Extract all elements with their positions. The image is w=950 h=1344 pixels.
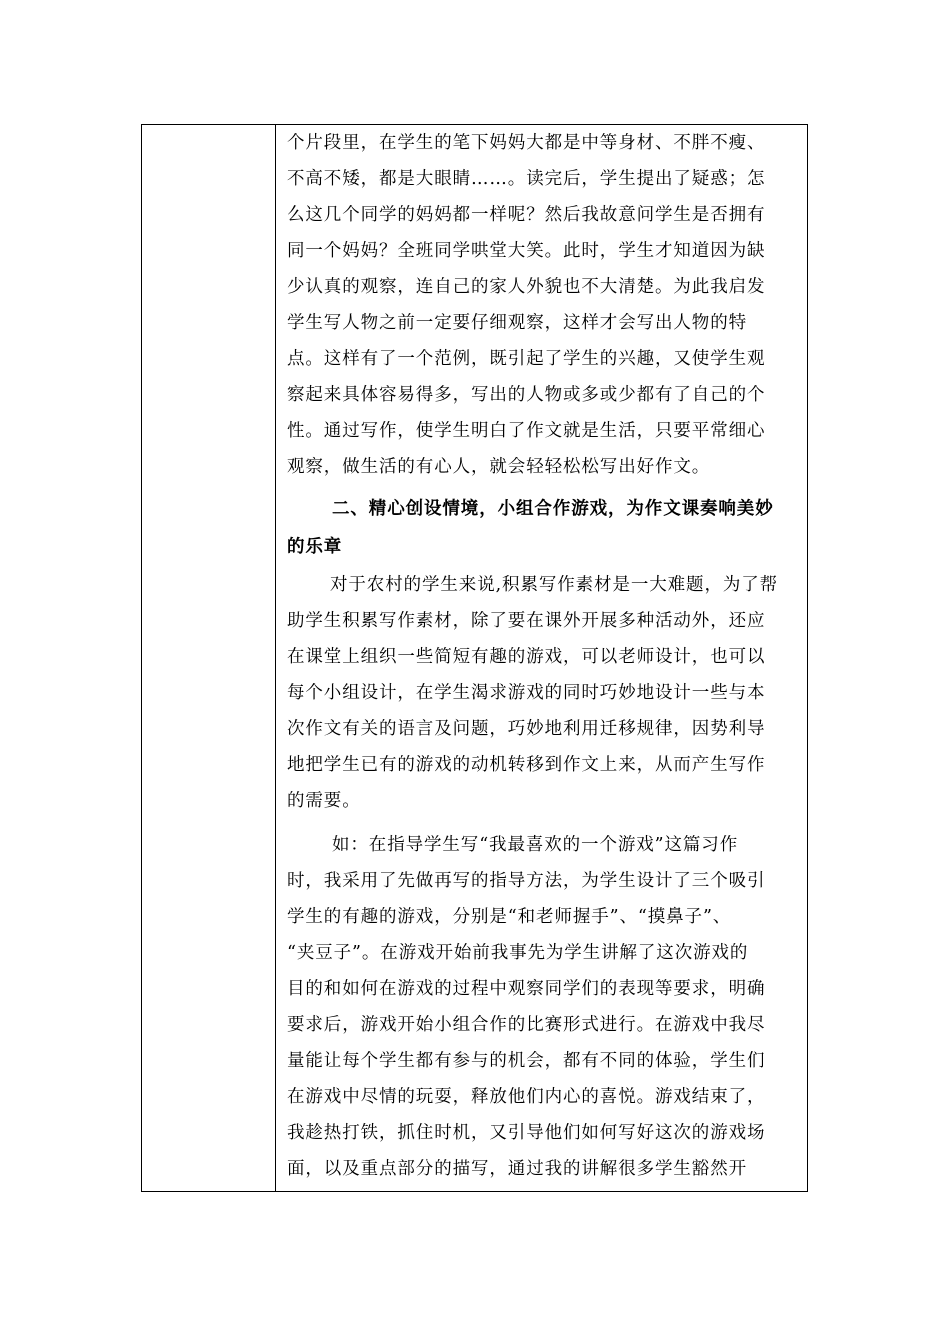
text-line: 量能让每个学生都有参与的机会，都有不同的体验，学生们	[287, 1051, 766, 1071]
text-line: 地把学生已有的游戏的动机转移到作文上来，从而产生写作	[287, 755, 766, 775]
section-heading-continued: 的乐章	[287, 537, 343, 557]
text-line: 对于农村的学生来说,积累写作素材是一大难题，为了帮	[330, 575, 779, 595]
text-line: 要求后，游戏开始小组合作的比赛形式进行。在游戏中我尽	[287, 1015, 766, 1035]
text-line: 我趁热打铁，抓住时机，又引导他们如何写好这次的游戏场	[287, 1123, 766, 1143]
text-line: “夹豆子”。在游戏开始前我事先为学生讲解了这次游戏的	[287, 943, 749, 963]
text-line: 少认真的观察，连自己的家人外貌也不大清楚。为此我启发	[287, 277, 766, 297]
section-heading: 二、精心创设情境，小组合作游戏，为作文课奏响美妙	[332, 499, 774, 519]
text-line: 在课堂上组织一些简短有趣的游戏，可以老师设计，也可以	[287, 647, 766, 667]
text-line: 如：在指导学生写“我最喜欢的一个游戏”这篇习作	[332, 835, 739, 855]
text-line: 察起来具体容易得多，写出的人物或多或少都有了自己的个	[287, 385, 766, 405]
document-table	[141, 124, 808, 1192]
text-line: 学生的有趣的游戏，分别是“和老师握手”、“摸鼻子”、	[287, 907, 732, 927]
text-line: 么这几个同学的妈妈都一样呢？然后我故意问学生是否拥有	[287, 205, 766, 225]
text-line: 个片段里，在学生的笔下妈妈大都是中等身材、不胖不瘦、	[287, 133, 766, 153]
text-line: 时，我采用了先做再写的指导方法，为学生设计了三个吸引	[287, 871, 766, 891]
text-line: 观察，做生活的有心人，就会轻轻松松写出好作文。	[287, 457, 711, 477]
text-line: 助学生积累写作素材，除了要在课外开展多种活动外，还应	[287, 611, 766, 631]
text-line: 面，以及重点部分的描写，通过我的讲解很多学生豁然开	[287, 1159, 747, 1179]
text-line: 性。通过写作，使学生明白了作文就是生活，只要平常细心	[287, 421, 766, 441]
left-empty-cell	[142, 125, 276, 1191]
text-line: 次作文有关的语言及问题，巧妙地利用迁移规律，因势利导	[287, 719, 766, 739]
text-line: 的需要。	[287, 791, 361, 811]
text-line: 点。这样有了一个范例，既引起了学生的兴趣，又使学生观	[287, 349, 766, 369]
text-line: 同一个妈妈？全班同学哄堂大笑。此时，学生才知道因为缺	[287, 241, 766, 261]
text-line: 目的和如何在游戏的过程中观察同学们的表现等要求，明确	[287, 979, 766, 999]
text-line: 在游戏中尽情的玩耍，释放他们内心的喜悦。游戏结束了，	[287, 1087, 766, 1107]
text-line: 不高不矮，都是大眼睛……。读完后，学生提出了疑惑；怎	[287, 169, 766, 189]
text-line: 每个小组设计，在学生渴求游戏的同时巧妙地设计一些与本	[287, 683, 766, 703]
text-line: 学生写人物之前一定要仔细观察，这样才会写出人物的特	[287, 313, 747, 333]
